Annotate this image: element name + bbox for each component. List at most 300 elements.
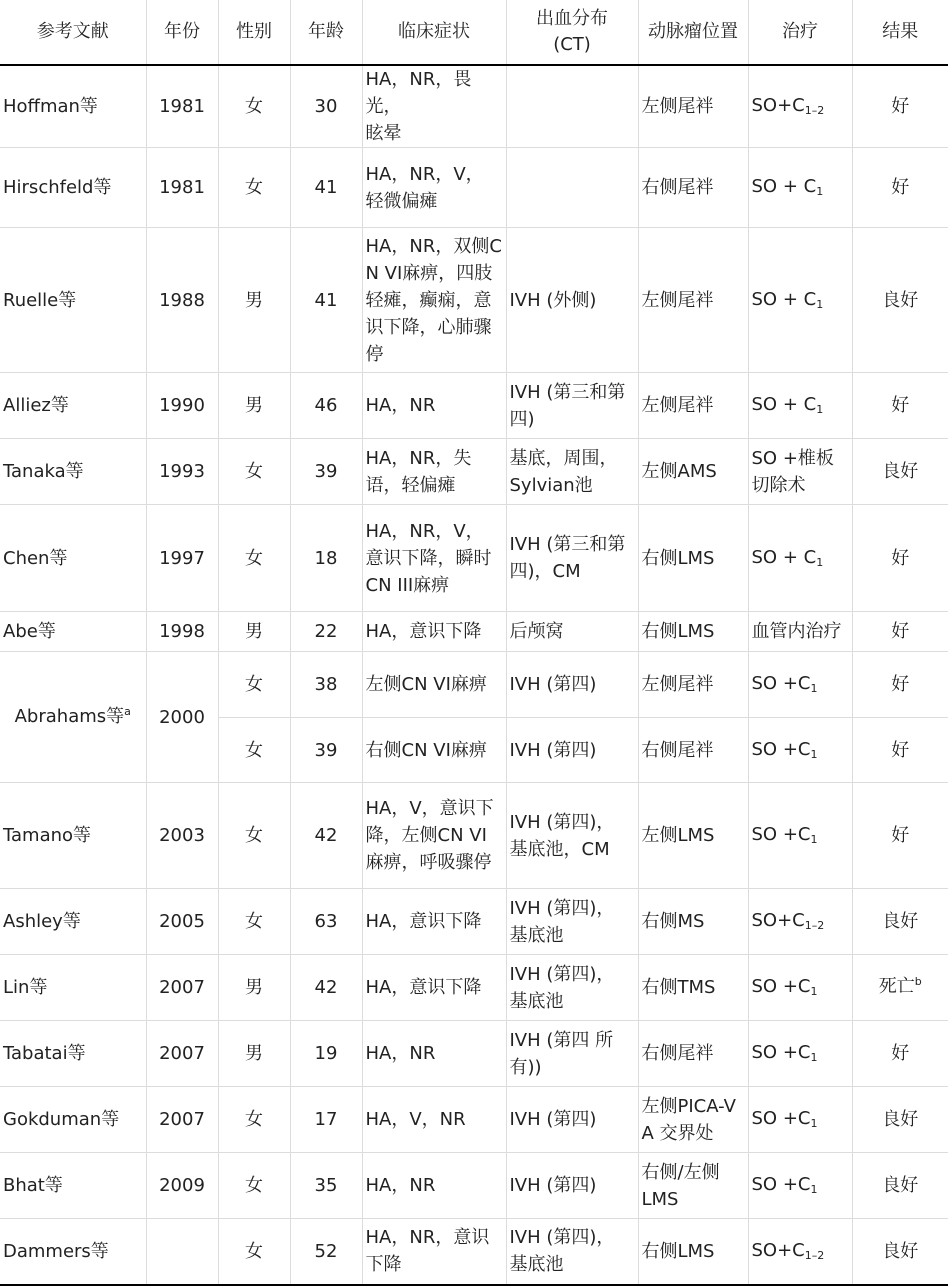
cell-symptoms-text: HA，NR <box>365 1043 436 1064</box>
cell-symptoms-text: HA，意识下降 <box>365 977 482 998</box>
cell-symptoms-text: HA，NR，畏光， 眩晕 <box>365 69 472 144</box>
cell-symptoms-text: 左侧CN VI麻痹 <box>365 674 487 695</box>
cell-sex-text: 女 <box>245 1109 263 1130</box>
cell-sex <box>218 228 290 373</box>
cell-outcome <box>852 373 948 439</box>
cell-aneurysm-location <box>638 148 748 228</box>
cell-age <box>290 1021 362 1087</box>
cell-hemorrhage <box>506 1087 638 1153</box>
cell-hemorrhage-text: IVH (第三和第四)，CM <box>509 534 626 582</box>
cell-hemorrhage-text: 基底，周围， Sylvian池 <box>509 447 618 496</box>
cell-reference-text: Tabatai等 <box>3 1043 86 1064</box>
cell-year-text: 2000 <box>159 706 205 728</box>
header-hemorrhage: 出血分布 (CT) <box>506 0 638 65</box>
cell-year-text: 2007 <box>159 977 205 998</box>
cell-treatment-subscript: 1 <box>816 297 824 311</box>
cell-outcome <box>852 783 948 889</box>
cell-age <box>290 955 362 1021</box>
cell-hemorrhage-text: IVH (第四)， 基底池，CM <box>509 811 615 860</box>
cell-sex <box>218 955 290 1021</box>
cell-reference <box>0 505 146 612</box>
cell-sex <box>218 65 290 148</box>
cell-reference-text: Dammers等 <box>3 1240 109 1262</box>
cell-year <box>146 783 218 889</box>
cell-hemorrhage <box>506 612 638 652</box>
cell-age-text: 42 <box>314 825 338 846</box>
cell-aneurysm-location-text: 右侧尾袢 <box>641 177 714 198</box>
cell-year-text: 2007 <box>159 1109 205 1130</box>
cell-aneurysm-location <box>638 228 748 373</box>
cell-age-text: 46 <box>314 395 338 416</box>
cell-treatment <box>748 1087 852 1153</box>
header-aneurysm-location: 动脉瘤位置 <box>638 0 748 65</box>
cell-aneurysm-location-text: 左侧尾袢 <box>641 96 714 117</box>
cell-year-text: 1981 <box>159 96 205 117</box>
cell-treatment-text: SO + C <box>751 288 817 310</box>
cell-year <box>146 889 218 955</box>
cell-age-text: 38 <box>314 674 338 695</box>
cell-year-text: 1998 <box>159 621 205 642</box>
cell-outcome <box>852 505 948 612</box>
cell-aneurysm-location-text: 左侧尾袢 <box>641 395 714 416</box>
cell-sex-text: 男 <box>245 395 263 416</box>
cell-hemorrhage <box>506 505 638 612</box>
cell-sex-text: 女 <box>245 547 263 569</box>
cell-treatment-text: SO +C <box>751 1108 811 1129</box>
cell-aneurysm-location-text: 左侧PICA-VA 交界处 <box>641 1095 736 1144</box>
cell-treatment-subscript: 1 <box>816 403 824 416</box>
table-row <box>0 1021 948 1087</box>
cell-symptoms-text: 右侧CN VI麻痹 <box>365 739 487 761</box>
cell-aneurysm-location-text: 左侧尾袢 <box>641 674 714 695</box>
cell-age <box>290 889 362 955</box>
cell-year <box>146 612 218 652</box>
cell-treatment <box>748 439 852 505</box>
cell-treatment <box>748 718 852 783</box>
cell-symptoms <box>362 65 506 148</box>
cell-outcome <box>852 889 948 955</box>
cell-outcome-text: 好 <box>891 395 910 416</box>
cell-age-text: 30 <box>314 96 338 117</box>
cell-year <box>146 373 218 439</box>
cell-hemorrhage <box>506 1219 638 1285</box>
cell-year-text: 1990 <box>159 395 205 416</box>
cell-hemorrhage <box>506 1153 638 1219</box>
cell-hemorrhage <box>506 889 638 955</box>
cell-sex <box>218 612 290 652</box>
cell-treatment <box>748 1153 852 1219</box>
cell-outcome <box>852 1153 948 1219</box>
cell-sex-text: 女 <box>245 96 263 117</box>
cell-treatment <box>748 148 852 228</box>
header-age: 年龄 <box>290 0 362 65</box>
cell-outcome-text: 死亡 <box>878 976 915 997</box>
cell-treatment <box>748 505 852 612</box>
cell-treatment <box>748 612 852 652</box>
cell-outcome-text: 好 <box>891 96 910 117</box>
cell-symptoms <box>362 889 506 955</box>
header-row <box>0 0 948 65</box>
table-row <box>0 65 948 148</box>
cell-reference <box>0 1219 146 1285</box>
cell-sex-text: 女 <box>245 1175 263 1196</box>
cell-age-text: 18 <box>314 547 338 569</box>
cell-hemorrhage <box>506 65 638 148</box>
cell-sex-text: 女 <box>245 1240 263 1262</box>
cell-treatment-text: 血管内治疗 <box>751 621 842 642</box>
cell-symptoms-text: HA，NR <box>365 1175 436 1196</box>
cell-aneurysm-location-text: 右侧LMS <box>641 621 715 642</box>
cell-treatment-text: SO+C <box>751 910 805 931</box>
cell-symptoms-text: HA，V，意识下降，左侧CN VI麻痹，呼吸骤停 <box>365 798 494 873</box>
cell-treatment-subscript: 1 <box>810 682 818 695</box>
cell-symptoms <box>362 955 506 1021</box>
cell-outcome-text: 良好 <box>882 289 919 311</box>
cell-symptoms-text: HA，NR，V， 意识下降，瞬时CN III麻痹 <box>365 520 492 596</box>
cell-symptoms <box>362 505 506 612</box>
cell-year-text: 1981 <box>159 177 205 198</box>
cell-reference <box>0 955 146 1021</box>
header-sex: 性别 <box>218 0 290 65</box>
cell-aneurysm-location <box>638 1021 748 1087</box>
cell-treatment <box>748 783 852 889</box>
cell-age <box>290 148 362 228</box>
cell-treatment-text: SO+C <box>751 1239 805 1261</box>
table-row <box>0 148 948 228</box>
cell-sex <box>218 148 290 228</box>
cell-outcome-text: 好 <box>891 547 910 569</box>
cell-outcome <box>852 439 948 505</box>
table-row <box>0 955 948 1021</box>
cell-treatment-subscript: 1 <box>810 1117 818 1130</box>
cell-treatment <box>748 228 852 373</box>
table-row <box>0 652 948 718</box>
cell-hemorrhage-text: IVH (第四) <box>509 674 597 695</box>
cell-treatment-subscript: 1–2 <box>804 1248 825 1262</box>
cell-aneurysm-location-text: 左侧尾袢 <box>641 289 714 311</box>
cell-aneurysm-location <box>638 439 748 505</box>
cell-year <box>146 1153 218 1219</box>
cell-treatment-subscript: 1 <box>816 185 824 198</box>
cell-reference <box>0 373 146 439</box>
cell-treatment-text: SO +C <box>751 976 811 997</box>
cell-hemorrhage <box>506 228 638 373</box>
cell-hemorrhage-text: 后颅窝 <box>509 621 564 642</box>
table-row <box>0 505 948 612</box>
cell-aneurysm-location <box>638 373 748 439</box>
cell-reference-text: Ruelle等 <box>3 289 77 311</box>
cell-age <box>290 439 362 505</box>
cell-reference-text: Abrahams等 <box>14 705 125 727</box>
cell-sex <box>218 783 290 889</box>
cell-aneurysm-location <box>638 889 748 955</box>
cell-symptoms <box>362 612 506 652</box>
cell-treatment-subscript: 1 <box>810 747 818 761</box>
cell-outcome-text: 良好 <box>882 911 919 932</box>
cell-year <box>146 652 218 783</box>
cell-outcome-text: 好 <box>891 177 910 198</box>
cell-hemorrhage-text: IVH (第四) <box>509 1109 597 1130</box>
cell-year-text: 1997 <box>159 547 205 569</box>
cell-outcome <box>852 955 948 1021</box>
cell-age <box>290 612 362 652</box>
cell-sex <box>218 1087 290 1153</box>
cell-aneurysm-location-text: 右侧/左侧 LMS <box>641 1161 720 1210</box>
cell-reference-text: Ashley等 <box>3 911 81 932</box>
cell-symptoms <box>362 148 506 228</box>
cell-treatment-text: SO +C <box>751 824 811 845</box>
cell-treatment-subscript: 1–2 <box>804 104 825 117</box>
cell-outcome <box>852 612 948 652</box>
cell-sex-text: 女 <box>245 911 263 932</box>
cell-age <box>290 783 362 889</box>
cell-treatment-subscript: 1 <box>816 555 824 569</box>
cell-outcome <box>852 1219 948 1285</box>
cell-symptoms <box>362 652 506 718</box>
cell-age-text: 41 <box>314 177 338 198</box>
cell-symptoms <box>362 783 506 889</box>
cell-symptoms-text: HA，NR，V， 轻微偏瘫 <box>365 163 484 212</box>
cell-year <box>146 148 218 228</box>
cell-treatment-text: SO +C <box>751 673 811 694</box>
cell-sex <box>218 505 290 612</box>
table-row <box>0 1153 948 1219</box>
cell-treatment-subscript: 1 <box>810 1051 818 1064</box>
header-reference: 参考文献 <box>0 0 146 65</box>
cell-aneurysm-location-text: 右侧尾袢 <box>641 739 714 761</box>
cell-hemorrhage-text: IVH (第四 所有)) <box>509 1029 614 1078</box>
cell-treatment-text: SO +C <box>751 738 811 760</box>
cell-sex-text: 女 <box>245 739 263 761</box>
cell-aneurysm-location <box>638 718 748 783</box>
cell-symptoms <box>362 1087 506 1153</box>
cell-age-text: 22 <box>314 621 338 642</box>
cell-outcome <box>852 1087 948 1153</box>
cell-reference-footnote: a <box>124 704 131 718</box>
cell-sex <box>218 718 290 783</box>
cell-aneurysm-location <box>638 1153 748 1219</box>
cell-symptoms <box>362 1219 506 1285</box>
cell-aneurysm-location-text: 左侧AMS <box>641 461 717 482</box>
cell-age <box>290 505 362 612</box>
cell-treatment-subscript: 1 <box>810 1183 818 1196</box>
cell-treatment-text: SO +椎板切除术 <box>751 447 834 496</box>
cell-age-text: 41 <box>314 289 338 311</box>
cell-sex <box>218 652 290 718</box>
cell-outcome-text: 好 <box>891 739 910 761</box>
cell-year-text: 2009 <box>159 1175 205 1196</box>
cell-outcome-text: 好 <box>891 1043 910 1064</box>
cell-age-text: 17 <box>314 1109 338 1130</box>
cell-symptoms-text: HA，意识下降 <box>365 621 482 642</box>
cell-age-text: 35 <box>314 1175 338 1196</box>
cell-hemorrhage <box>506 1021 638 1087</box>
cell-aneurysm-location-text: 右侧LMS <box>641 547 715 569</box>
cell-reference-text: Bhat等 <box>3 1175 63 1196</box>
cell-sex <box>218 1219 290 1285</box>
table-row <box>0 1087 948 1153</box>
cell-aneurysm-location-text: 右侧MS <box>641 911 705 932</box>
cell-outcome-text: 好 <box>891 674 910 695</box>
cell-treatment-text: SO + C <box>751 394 817 415</box>
cell-hemorrhage-text: IVH (第四) <box>509 739 597 761</box>
cell-year <box>146 505 218 612</box>
cell-year <box>146 65 218 148</box>
cell-year-text: 1988 <box>159 289 205 311</box>
cell-treatment-text: SO + C <box>751 176 817 197</box>
cell-treatment-text: SO+C <box>751 95 805 116</box>
cell-hemorrhage <box>506 373 638 439</box>
cell-sex <box>218 373 290 439</box>
cell-reference-text: Tamano等 <box>3 825 92 846</box>
cell-symptoms <box>362 373 506 439</box>
cell-treatment-text: SO +C <box>751 1174 811 1195</box>
cell-outcome <box>852 228 948 373</box>
table-row <box>0 1219 948 1285</box>
cell-outcome <box>852 65 948 148</box>
cell-age-text: 63 <box>314 911 338 932</box>
cell-outcome <box>852 148 948 228</box>
table-row <box>0 373 948 439</box>
cell-outcome-text: 良好 <box>882 1109 919 1130</box>
cell-year <box>146 955 218 1021</box>
cell-outcome-text: 良好 <box>882 461 919 482</box>
cell-symptoms <box>362 1021 506 1087</box>
cell-hemorrhage <box>506 652 638 718</box>
cell-reference <box>0 1153 146 1219</box>
cell-reference-text: Gokduman等 <box>3 1109 120 1130</box>
cell-outcome-text: 良好 <box>882 1240 919 1262</box>
cell-age <box>290 65 362 148</box>
cell-hemorrhage-text: IVH (外侧) <box>509 289 597 311</box>
table-row <box>0 439 948 505</box>
cell-symptoms-text: HA，NR，双侧CN VI麻痹，四肢轻瘫，癫痫，意识下降，心肺骤停 <box>365 235 502 365</box>
table-row <box>0 889 948 955</box>
cell-hemorrhage <box>506 439 638 505</box>
cell-age <box>290 1087 362 1153</box>
cell-reference-text: Alliez等 <box>3 395 69 416</box>
table-body <box>0 65 948 1285</box>
cell-aneurysm-location-text: 右侧尾袢 <box>641 1043 714 1064</box>
cell-reference <box>0 148 146 228</box>
cell-hemorrhage <box>506 783 638 889</box>
cell-reference-text: Chen等 <box>3 547 68 569</box>
cell-year <box>146 439 218 505</box>
cell-treatment-subscript: 1 <box>810 833 818 846</box>
cell-aneurysm-location <box>638 783 748 889</box>
cell-treatment-subscript: 1–2 <box>804 919 825 932</box>
table-row <box>0 612 948 652</box>
cell-year <box>146 228 218 373</box>
cell-year-text: 1993 <box>159 461 205 482</box>
cell-aneurysm-location-text: 左侧LMS <box>641 825 715 846</box>
cell-year-text: 2003 <box>159 825 205 846</box>
cell-outcome-text: 好 <box>891 825 910 846</box>
cell-reference-text: Tanaka等 <box>3 461 84 482</box>
cell-symptoms <box>362 228 506 373</box>
cell-reference-text: Lin等 <box>3 977 48 998</box>
cell-treatment-text: SO + C <box>751 546 817 568</box>
cell-outcome <box>852 718 948 783</box>
cell-age <box>290 1219 362 1285</box>
cell-year <box>146 1219 218 1285</box>
cell-year <box>146 1087 218 1153</box>
cell-reference-text: Abe等 <box>3 621 56 642</box>
cell-aneurysm-location-text: 右侧LMS <box>641 1240 715 1262</box>
cell-sex-text: 男 <box>245 1043 263 1064</box>
cell-treatment <box>748 65 852 148</box>
cell-age <box>290 652 362 718</box>
cell-reference-text: Hirschfeld等 <box>3 177 112 198</box>
cell-age-text: 52 <box>314 1240 338 1262</box>
cell-reference <box>0 65 146 148</box>
cell-aneurysm-location <box>638 1087 748 1153</box>
cell-aneurysm-location <box>638 1219 748 1285</box>
cell-symptoms <box>362 439 506 505</box>
cell-sex-text: 女 <box>245 177 263 198</box>
cell-year <box>146 1021 218 1087</box>
cell-symptoms-text: HA，NR，失语，轻偏瘫 <box>365 447 472 496</box>
cell-age <box>290 1153 362 1219</box>
cell-treatment <box>748 652 852 718</box>
cell-sex <box>218 889 290 955</box>
cell-aneurysm-location <box>638 955 748 1021</box>
cell-outcome-text: 良好 <box>882 1175 919 1196</box>
cell-sex-text: 女 <box>245 674 263 695</box>
cell-year-text: 2007 <box>159 1043 205 1064</box>
cell-hemorrhage <box>506 718 638 783</box>
cell-treatment <box>748 373 852 439</box>
cell-age-text: 19 <box>314 1043 338 1064</box>
cell-outcome-footnote: b <box>914 975 922 988</box>
cell-reference <box>0 228 146 373</box>
cell-reference <box>0 1087 146 1153</box>
cell-treatment-subscript: 1 <box>810 985 818 998</box>
cell-year-text: 2005 <box>159 911 205 932</box>
cell-age-text: 39 <box>314 739 338 761</box>
cell-symptoms-text: HA，V，NR <box>365 1109 466 1130</box>
cell-hemorrhage-text: IVH (第四) <box>509 1175 597 1196</box>
cell-hemorrhage-text: IVH (第三和第四) <box>509 381 626 430</box>
cell-hemorrhage-text: IVH (第四)， 基底池 <box>509 963 615 1012</box>
table-row <box>0 228 948 373</box>
cell-age <box>290 373 362 439</box>
cell-symptoms-text: HA，NR <box>365 395 436 416</box>
cell-aneurysm-location <box>638 65 748 148</box>
header-treatment: 治疗 <box>748 0 852 65</box>
table-row <box>0 783 948 889</box>
cell-reference <box>0 612 146 652</box>
cell-sex <box>218 439 290 505</box>
cell-outcome <box>852 1021 948 1087</box>
cell-hemorrhage <box>506 955 638 1021</box>
cell-treatment <box>748 889 852 955</box>
cell-sex-text: 男 <box>245 977 263 998</box>
cell-age <box>290 718 362 783</box>
cell-sex-text: 女 <box>245 461 263 482</box>
cell-aneurysm-location <box>638 652 748 718</box>
cell-outcome <box>852 652 948 718</box>
cell-outcome-text: 好 <box>891 621 910 642</box>
cell-sex-text: 男 <box>245 289 263 311</box>
cell-reference <box>0 439 146 505</box>
cell-treatment <box>748 1219 852 1285</box>
cell-symptoms-text: HA，意识下降 <box>365 911 482 932</box>
cell-reference <box>0 1021 146 1087</box>
cell-treatment-text: SO +C <box>751 1042 811 1063</box>
cell-age-text: 42 <box>314 977 338 998</box>
header-outcome: 结果 <box>852 0 948 65</box>
